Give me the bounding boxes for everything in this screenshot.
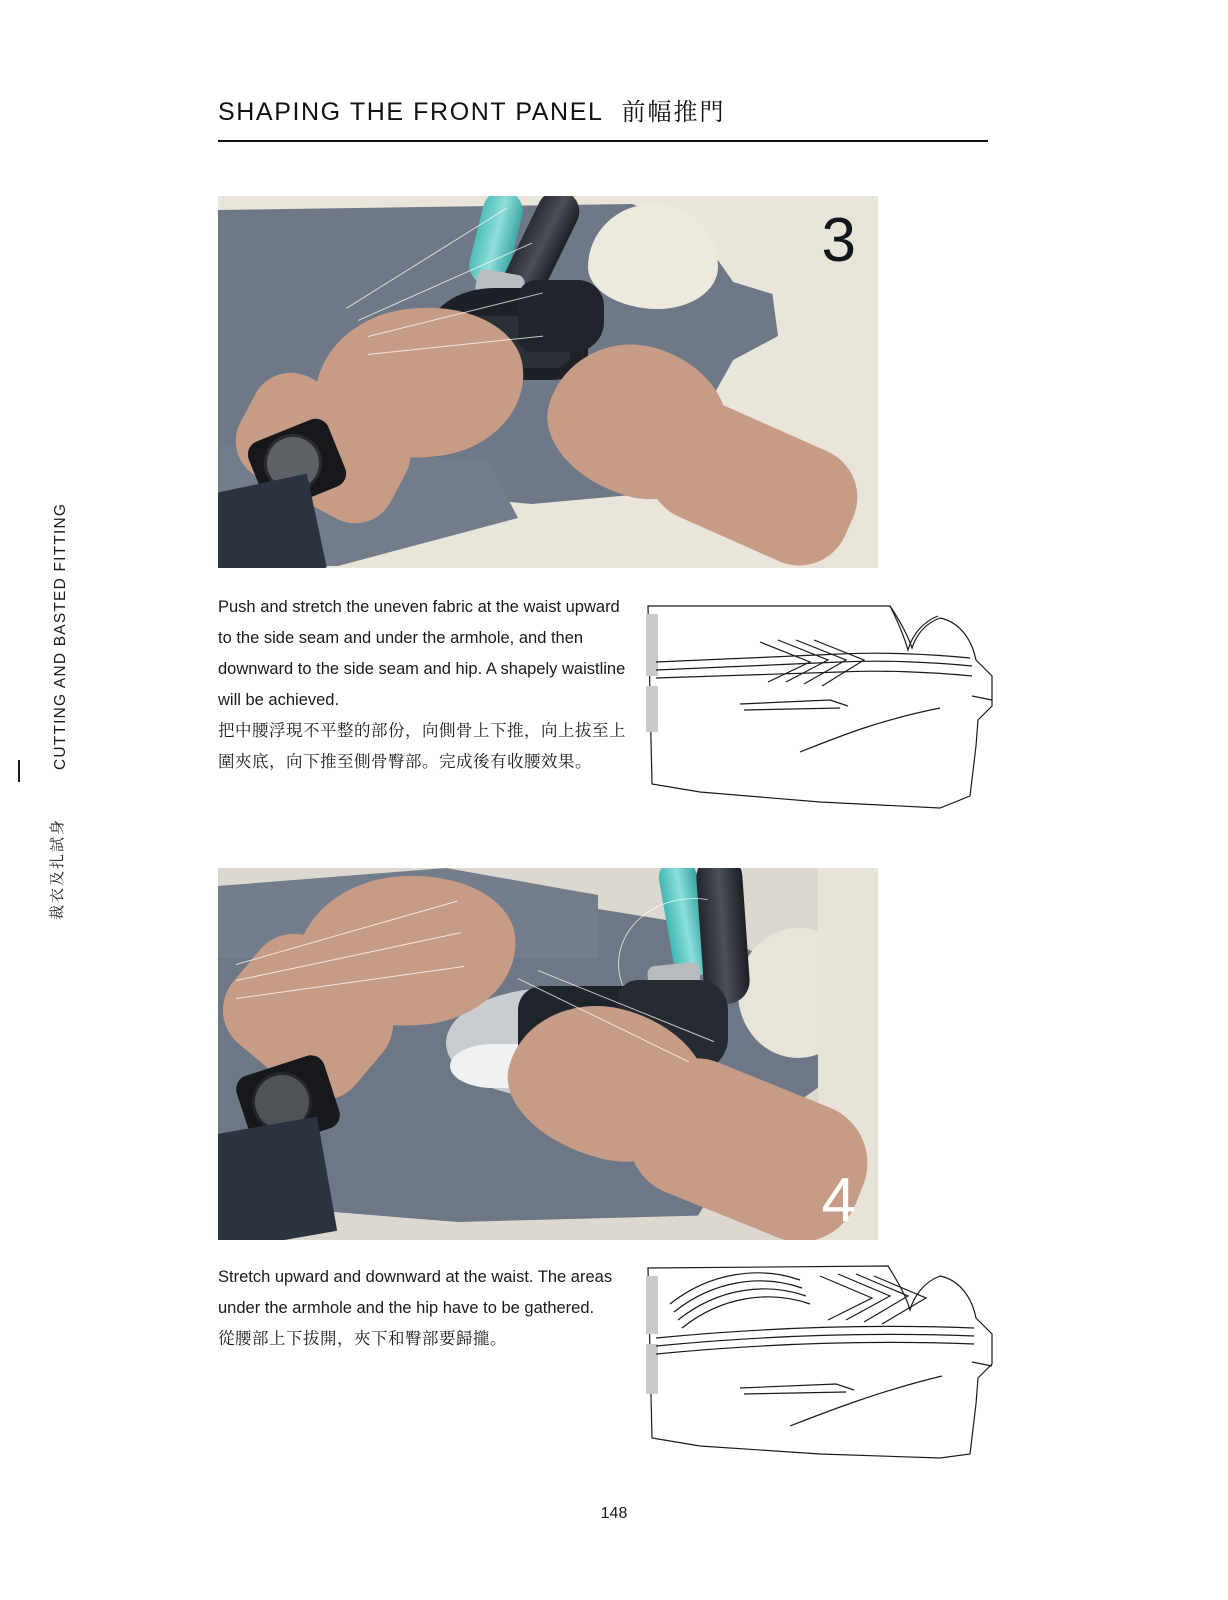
- caption-step-4: [218, 1262, 636, 1355]
- page-title-chinese: 前幅推門: [621, 99, 726, 126]
- waist-line: [656, 671, 972, 678]
- gather-chevron: [778, 640, 828, 682]
- caption-step-4-chinese: 從腰部上下拔開，夾下和臀部要歸攏。: [218, 1330, 507, 1348]
- page-title-english: SHAPING THE FRONT PANEL: [218, 98, 604, 126]
- page-title: [218, 92, 988, 127]
- hem-curve: [790, 1376, 942, 1426]
- step-number-3: 3: [821, 206, 856, 275]
- gather-chevron: [820, 1276, 872, 1320]
- gather-arc: [674, 1281, 802, 1312]
- caption-step-3-english: Push and stretch the uneven fabric at the waist upward to the side seam and under the armhole, and then downward to the side seam and hip. A shapely waistline will be achieved.: [218, 598, 626, 709]
- waist-line: [656, 1342, 974, 1354]
- side-seam-notch: [972, 696, 992, 700]
- gather-chevron: [838, 1274, 890, 1320]
- side-seam-notch: [972, 1362, 992, 1366]
- caption-step-3: [218, 592, 636, 778]
- gather-chevron: [856, 1274, 908, 1322]
- hip-line: [740, 1384, 854, 1390]
- front-panel-diagram-step-4: [640, 1258, 1010, 1463]
- gather-arc: [678, 1289, 806, 1320]
- front-panel-diagram-step-3: [640, 596, 1010, 816]
- photo-step-3: [218, 196, 878, 568]
- running-head: [0, 0, 120, 1600]
- step-number-4: 4: [821, 1166, 856, 1235]
- caption-step-3-chinese: 把中腰浮現不平整的部份，向側骨上下推，向上拔至上圍夾底，向下推至側骨臀部。完成後有收腰效果。: [218, 722, 626, 771]
- hip-line: [744, 708, 840, 710]
- page-number: 148: [600, 1505, 628, 1522]
- running-head-rule: [18, 760, 20, 782]
- iron-handle: [518, 280, 604, 352]
- hip-line: [740, 700, 848, 706]
- shirt-sleeve: [218, 1116, 337, 1240]
- grain-marker: [646, 1276, 658, 1334]
- panel-outline: [648, 606, 992, 808]
- running-head-english: CUTTING AND BASTED FITTING: [52, 502, 69, 770]
- caption-step-4-english: Stretch upward and downward at the waist. The areas under the armhole and the hip have to be gathered.: [218, 1268, 613, 1317]
- waist-line: [656, 1334, 974, 1346]
- hip-line: [744, 1392, 846, 1394]
- gather-chevron: [760, 642, 810, 682]
- waist-line: [656, 661, 972, 670]
- title-divider: [218, 140, 988, 142]
- gather-arc: [670, 1273, 800, 1304]
- page-header: [218, 92, 988, 142]
- waist-line: [656, 1326, 974, 1338]
- hem-curve: [800, 708, 940, 752]
- gather-arc: [682, 1297, 810, 1328]
- running-head-chinese: 裁衣及扎試身: [49, 817, 66, 920]
- photo-step-4: [218, 868, 878, 1240]
- grain-marker: [646, 686, 658, 732]
- grain-marker: [646, 1344, 658, 1394]
- grain-marker: [646, 614, 658, 676]
